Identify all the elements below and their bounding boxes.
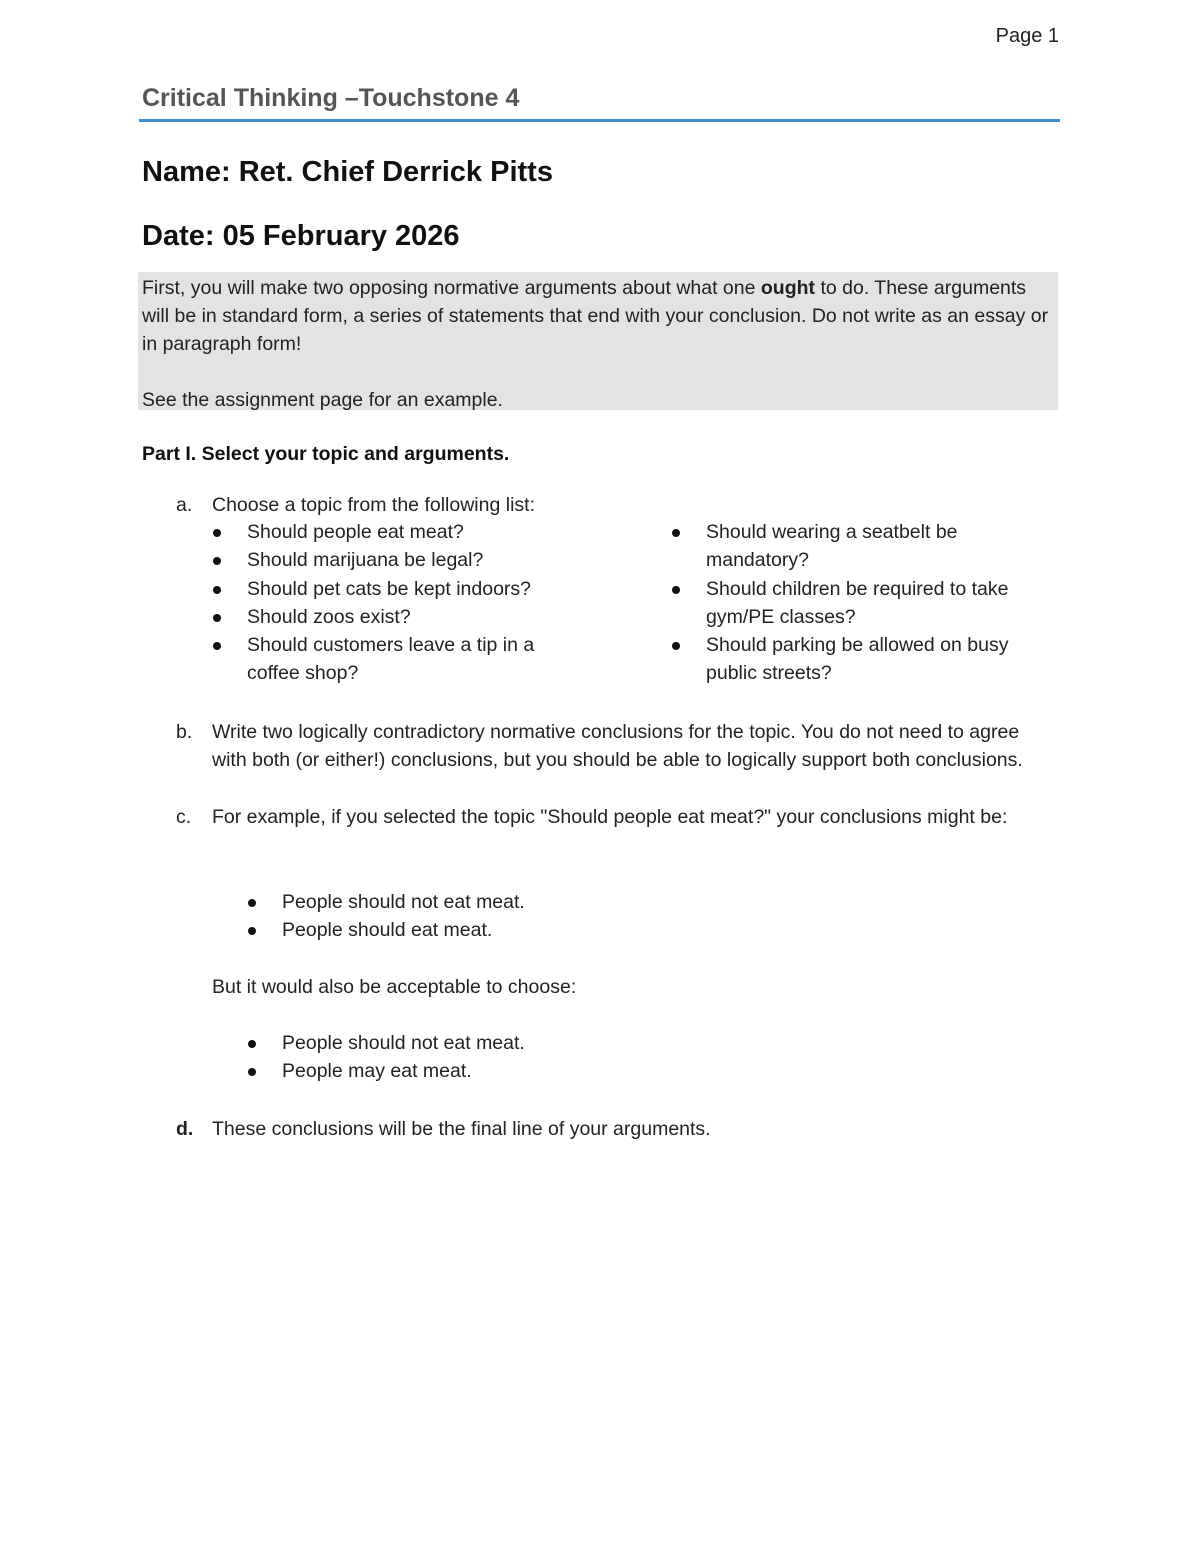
student-name: Name: Ret. Chief Derrick Pitts xyxy=(142,156,553,188)
list-item-text: For example, if you selected the topic "Should people eat meat?" your conclusions might be: xyxy=(212,806,1008,828)
instructions-paragraph xyxy=(142,274,1054,358)
bullet-icon xyxy=(213,586,221,594)
bullet-icon xyxy=(213,529,221,537)
instructions-box xyxy=(138,272,1058,410)
list-item-text: Write two logically contradictory normative conclusions for the topic. You do not need to agree with both (or either!) conclusions, but you should be able to logically support both conclusions. xyxy=(212,721,1023,772)
list-item-a xyxy=(176,491,1056,519)
bullet-icon xyxy=(248,927,256,935)
document-title: Critical Thinking –Touchstone 4 xyxy=(142,84,520,112)
example-item: People should not eat meat. xyxy=(246,888,746,916)
topic-item: Should wearing a seatbelt be mandatory? xyxy=(670,518,996,575)
bullet-icon xyxy=(248,1068,256,1076)
example-conclusions-2 xyxy=(246,1029,746,1086)
list-marker: d. xyxy=(176,1118,194,1140)
topic-item: Should parking be allowed on busy public streets? xyxy=(670,631,1060,688)
bullet-icon xyxy=(213,614,221,622)
topic-list-right xyxy=(670,518,1060,688)
list-marker: a. xyxy=(176,494,193,516)
example-item: People may eat meat. xyxy=(246,1057,746,1085)
part-heading: Part I. Select your topic and arguments. xyxy=(142,443,510,465)
submission-date: Date: 05 February 2026 xyxy=(142,220,460,252)
list-item-d xyxy=(176,1115,1056,1143)
topic-item: Should marijuana be legal? xyxy=(211,546,571,574)
instructions-text-end: to do. These arguments will be in standard form, a series of statements that end with your conclusion. Do not write as an essay or in paragraph form! xyxy=(142,277,1049,355)
bullet-icon xyxy=(248,1040,256,1048)
list-item-text: These conclusions will be the final line of your arguments. xyxy=(212,1118,711,1140)
page-number: Page 1 xyxy=(995,25,1059,47)
title-underline xyxy=(139,119,1060,122)
instructions-emphasis: ought xyxy=(760,277,816,299)
bullet-icon xyxy=(672,529,680,537)
topic-item: Should pet cats be kept indoors? xyxy=(211,575,571,603)
topic-list-left xyxy=(211,518,571,688)
list-item-text: Choose a topic from the following list: xyxy=(212,494,535,516)
topic-item: Should customers leave a tip in a coffee shop? xyxy=(211,631,547,688)
alternative-note: But it would also be acceptable to choose: xyxy=(212,976,577,998)
topic-item: Should people eat meat? xyxy=(211,518,571,546)
list-item-b xyxy=(176,718,1056,775)
list-marker: c. xyxy=(176,806,192,828)
example-conclusions-1 xyxy=(246,888,746,945)
bullet-icon xyxy=(213,557,221,565)
topic-item: Should children be required to take gym/PE classes? xyxy=(670,575,1060,632)
example-item: People should eat meat. xyxy=(246,916,746,944)
bullet-icon xyxy=(672,586,680,594)
bullet-icon xyxy=(248,899,256,907)
instructions-text-start: First, you will make two opposing normative arguments about what one xyxy=(142,277,761,299)
list-item-c xyxy=(176,803,1056,831)
bullet-icon xyxy=(672,642,680,650)
example-item: People should not eat meat. xyxy=(246,1029,746,1057)
bullet-icon xyxy=(213,642,221,650)
topic-item: Should zoos exist? xyxy=(211,603,571,631)
instructions-example-note: See the assignment page for an example. xyxy=(142,389,503,411)
list-marker: b. xyxy=(176,721,193,743)
